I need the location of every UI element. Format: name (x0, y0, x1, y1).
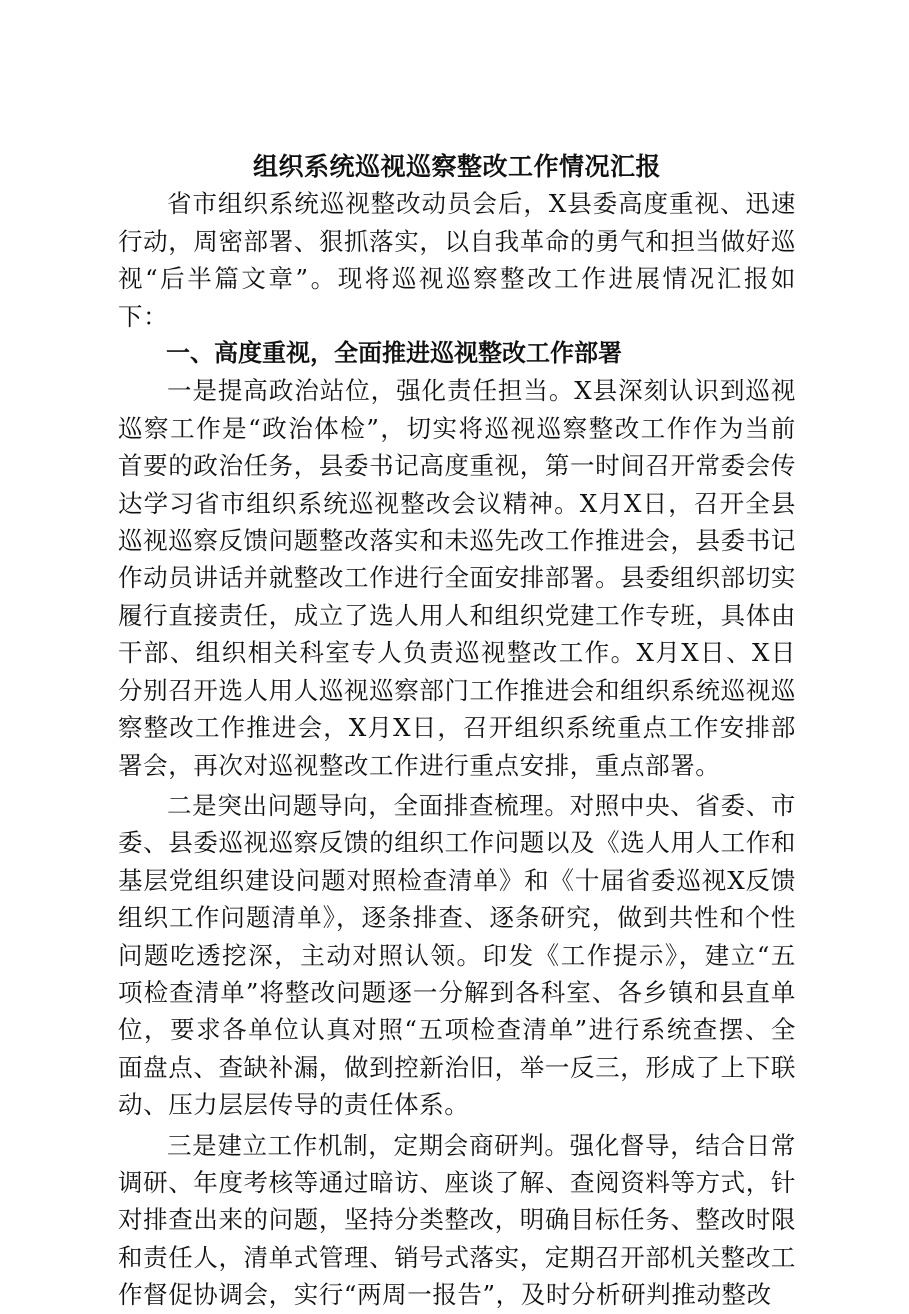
section-heading-1: 一、高度重视，全面推进巡视整改工作部署 (166, 339, 622, 368)
paragraph-2: 二是突出问题导向，全面排查梳理。对照中央、省委、市委、县委巡视巡察反馈的组织工作问题以及《选人用人工作和基层党组织建设问题对照检查清单》和《十届省委巡视X反馈组织工作问题清单》，逐条排查、逐条研究，做到共性和个性问题吃透挖深，主动对照认领。印发《工作提示》，建立“五项检查清单”将整改问题逐一分解到各科室、各乡镇和县直单位，要求各单位认真对照“五项检查清单”进行系统查摆、全面盘点、查缺补漏，做到控新治旧，举一反三，形成了上下联动、压力层层传导的责任体系。 (118, 790, 796, 1120)
document-title: 组织系统巡视巡察整改工作情况汇报 (252, 152, 661, 181)
paragraph-3: 三是建立工作机制，定期会商研判。强化督导，结合日常调研、年度考核等通过暗访、座谈了解、查阅资料等方式，针对排查出来的问题，坚持分类整改，明确目标任务、整改时限和责任人，清单式管理、销号式落实，定期召开部机关整改工作督促协调会，实行“两周一报告”，及时分析研判推动整改 (118, 1130, 796, 1310)
intro-paragraph: 省市组织系统巡视整改动员会后，X县委高度重视、迅速行动，周密部署、狠抓落实，以自我革命的勇气和担当做好巡视“后半篇文章”。现将巡视巡察整改工作进展情况汇报如下： (118, 189, 796, 331)
document-body (118, 148, 796, 1314)
paragraph-1: 一是提高政治站位，强化责任担当。X县深刻认识到巡视巡察工作是“政治体检”，切实将巡视巡察整改工作作为当前首要的政治任务，县委书记高度重视，第一时间召开常委会传达学习省市组织系统巡视整改会议精神。X月X日，召开全县巡视巡察反馈问题整改落实和未巡先改工作推进会，县委书记作动员讲话并就整改工作进行全面安排部署。县委组织部切实履行直接责任，成立了选人用人和组织党建工作专班，具体由干部、组织相关科室专人负责巡视整改工作。X月X日、X日分别召开选人用人巡视巡察部门工作推进会和组织系统巡视巡察整改工作推进会，X月X日，召开组织系统重点工作安排部署会，再次对巡视整改工作进行重点安排，重点部署。 (118, 376, 796, 780)
